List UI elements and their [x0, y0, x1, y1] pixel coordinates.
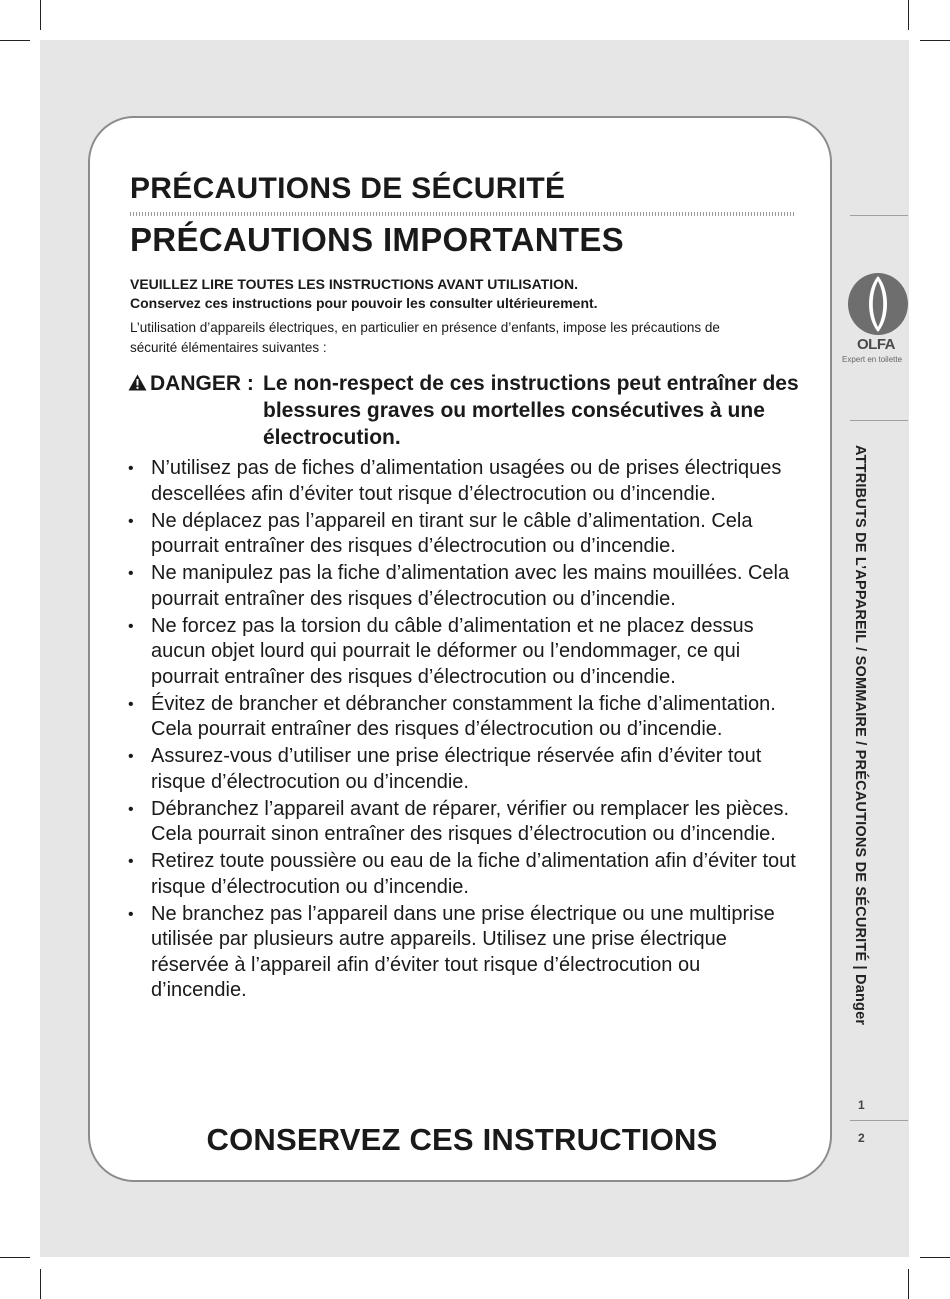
list-item: • Ne branchez pas l’appareil dans une prise électrique ou une multiprise utilisée par plusieurs autre appareils. Utilisez une prise électrique réservée à l’appareil afin d’éviter tout risque d’électrocution ou d’incendie. [126, 902, 798, 1004]
crop-mark [908, 0, 909, 30]
danger-message: Le non-respect de ces instructions peut entraîner des blessures graves ou mortelles consécutives à une électrocution. [263, 372, 799, 449]
crop-mark [40, 1269, 41, 1299]
sidebar-divider [850, 215, 908, 216]
list-item: • Débranchez l’appareil avant de réparer, vérifier ou remplacer les pièces. Cela pourrait sinon entraîner des risques d’électrocution ou d’incendie. [126, 797, 798, 848]
page-number: 1 [858, 1098, 865, 1112]
list-item: • Évitez de brancher et débrancher constamment la fiche d’alimentation. Cela pourrait entraîner des risques d’électrocution ou d’incendie. [126, 692, 798, 743]
intro-paragraph: L’utilisation d’appareils électriques, en particulier en présence d’enfants, impose les précautions de sécurité élémentaires suivantes : [130, 320, 720, 355]
crop-mark [40, 0, 41, 30]
page-number: 2 [858, 1131, 865, 1145]
list-item: • Ne forcez pas la torsion du câble d’alimentation et ne placez dessus aucun objet lourd qui pourrait le déformer ou l’endommager, ce qui pourrait entraîner des risques d’électrocution ou d’incendie. [126, 614, 798, 691]
instruction-list [126, 456, 798, 1005]
brand-tagline: Expert en toilette [842, 355, 903, 364]
danger-label: DANGER : [150, 372, 254, 395]
list-item: • Retirez toute poussière ou eau de la fiche d’alimentation afin d’éviter tout risque d’électrocution ou d’incendie. [126, 849, 798, 900]
crop-mark [920, 1257, 950, 1258]
crop-mark [908, 1269, 909, 1299]
list-item: • Assurez-vous d’utiliser une prise électrique réservée afin d’éviter tout risque d’électrocution ou d’incendie. [126, 744, 798, 795]
warning-triangle-icon [128, 371, 148, 398]
list-item: • Ne manipulez pas la fiche d’alimentation avec les mains mouillées. Cela pourrait entraîner des risques d’électrocution ou d’incendie. [126, 561, 798, 612]
page-title: PRÉCAUTIONS IMPORTANTES [130, 221, 624, 258]
read-instructions-notice: VEUILLEZ LIRE TOUTES LES INSTRUCTIONS AVANT UTILISATION. [130, 276, 579, 292]
olfa-logo-icon [846, 272, 910, 368]
sidebar-divider [850, 1120, 908, 1121]
keep-instructions-notice: Conservez ces instructions pour pouvoir les consulter ultérieurement. [130, 295, 598, 311]
crop-mark [0, 40, 30, 41]
list-item: • N’utilisez pas de fiches d’alimentation usagées ou de prises électriques descellées afin d’éviter tout risque d’électrocution ou d’incendie. [126, 456, 798, 507]
sidebar-divider [850, 420, 908, 421]
footer-title: CONSERVEZ CES INSTRUCTIONS [206, 1122, 718, 1157]
list-item: • Ne déplacez pas l’appareil en tirant sur le câble d’alimentation. Cela pourrait entraîner des risques d’électrocution ou d’incendie. [126, 509, 798, 560]
section-breadcrumb: ATTRIBUTS DE L’APPAREIL / SOMMAIRE / PRÉCAUTIONS DE SÉCURITÉ | Danger [852, 445, 868, 1026]
crop-mark [920, 40, 950, 41]
crop-mark [0, 1257, 30, 1258]
brand-name: OLFA [857, 336, 895, 353]
section-title: PRÉCAUTIONS DE SÉCURITÉ [130, 172, 566, 205]
dotted-divider [130, 212, 794, 216]
danger-warning [128, 370, 808, 449]
